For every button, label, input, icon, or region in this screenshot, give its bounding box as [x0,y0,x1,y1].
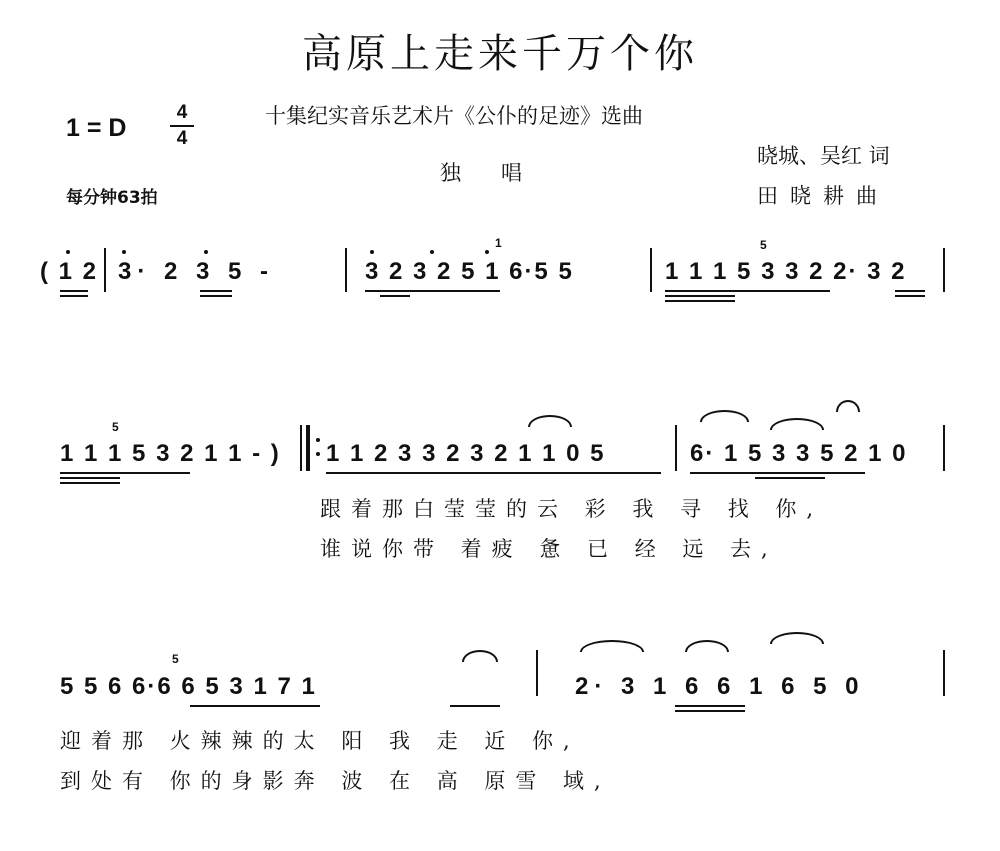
octave-dot [122,250,126,254]
slur [770,632,824,644]
beam-line [200,295,232,297]
beam-line [200,290,232,292]
measure-3: 3 2 3 2 5 1 6·5 5 [365,258,574,285]
beam-line [690,472,865,474]
beam-line [380,295,410,297]
measure-9: 2· 3 1 6 6 1 6 5 0 [575,673,865,700]
grace-note: 1 [495,236,502,250]
tempo-marking: 每分钟63拍 [66,188,158,208]
octave-dot [485,250,489,254]
grace-note: 5 [760,238,767,252]
key-signature: 1 = D [66,114,127,142]
barline [943,248,945,292]
beam-line [60,482,120,484]
barline [300,425,302,471]
octave-dot [430,250,434,254]
beam-line [60,477,120,479]
repeat-barline [306,425,310,471]
measure-6: 1 1 2 3 3 2 3 2 1 1 0 5 [326,440,606,467]
time-signature-bottom: 4 [176,128,188,149]
beam-line [665,295,735,297]
repeat-dot [316,452,320,456]
time-signature [170,102,194,150]
slur [580,640,644,652]
slur [700,410,749,422]
barline [650,248,652,292]
measure-8: 5 5 6 6·6 6 5 3 1 7 1 [60,673,317,700]
measure-2: 3· 2 3 5 - [118,258,275,285]
beam-line [665,290,830,292]
octave-dot [66,250,70,254]
slur [462,650,498,662]
octave-dot [204,250,208,254]
beam-line [60,472,190,474]
octave-dot [370,250,374,254]
time-signature-top: 4 [176,102,188,123]
beam-line [60,290,88,292]
grace-note: 5 [112,420,119,434]
lyric-verse1-line3: 迎着那 火辣辣的太 阳 我 走 近 你, [60,729,580,753]
repeat-dot [316,438,320,442]
beam-line [365,290,500,292]
measure-5: 1 1 1 5 3 2 1 1 - ) [60,440,281,467]
barline [943,650,945,696]
barline [675,425,677,471]
slur [685,640,729,652]
barline [345,248,347,292]
beam-line [326,472,661,474]
measure-4: 1 1 1 5 3 3 2 2· 3 2 [665,258,907,285]
time-signature-bar [170,125,194,127]
measure-1: ( 1 2 [40,258,99,285]
beam-line [895,290,925,292]
beam-line [755,477,825,479]
performance-type: 独唱 [440,161,562,185]
lyric-verse1-line2: 跟着那白莹莹的云 彩 我 寻 找 你, [320,497,824,521]
beam-line [190,705,320,707]
composer-credit: 田晓耕曲 [757,184,889,208]
lyricist-credit: 晓城、吴红 词 [757,144,890,168]
slur [770,418,824,430]
beam-line [675,705,745,707]
grace-note: 5 [172,652,179,666]
beam-line [895,295,925,297]
beam-line [675,710,745,712]
beam-line [450,705,500,707]
beam-line [665,300,735,302]
lyric-verse2-line2: 谁说你带 着疲 惫 已 经 远 去, [320,537,778,561]
beam-line [60,295,88,297]
lyric-verse2-line3: 到处有 你的身影奔 波 在 高 原雪 域, [60,769,611,793]
barline [536,650,538,696]
subtitle: 十集纪实音乐艺术片《公仆的足迹》选曲 [265,104,643,128]
slur [528,415,572,427]
slur [836,400,860,412]
song-title: 高原上走来千万个你 [302,31,698,77]
barline [943,425,945,471]
measure-7: 6· 1 5 3 3 5 2 1 0 [690,440,908,467]
barline [104,248,106,292]
